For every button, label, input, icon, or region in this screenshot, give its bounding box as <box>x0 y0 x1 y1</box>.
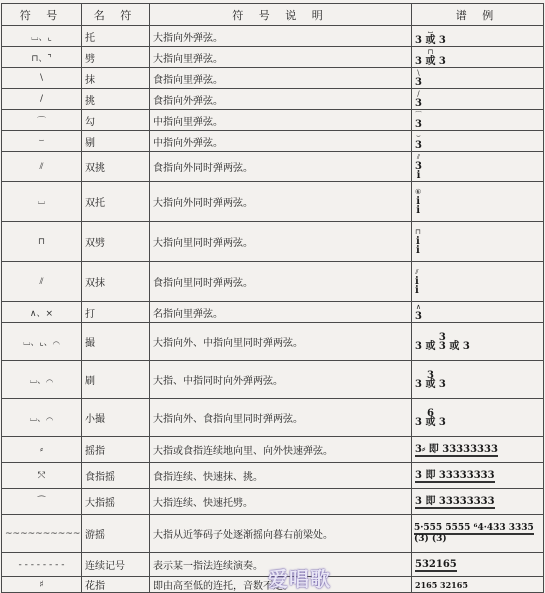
row-description: 大指向里同时弹两弦。 <box>150 222 412 262</box>
table-row <box>2 302 544 323</box>
row-example: 6 3 或 3 <box>412 399 544 437</box>
row-symbol: ⫽ <box>2 152 82 182</box>
table-row <box>2 89 544 110</box>
row-symbol: ⊓、⌝ <box>2 47 82 68</box>
row-symbol: ⌒ <box>2 110 82 131</box>
row-symbol: ⌴、⌞ <box>2 26 82 47</box>
row-name: 双挑 <box>82 152 150 182</box>
row-name: 撮 <box>82 323 150 361</box>
row-name: 花指 <box>82 577 150 593</box>
row-description: 大指、中指同时向外弹两弦。 <box>150 361 412 399</box>
row-symbol: ♯ <box>2 577 82 593</box>
row-description: 大指向外同时弹两弦。 <box>150 182 412 222</box>
row-name: 劈 <box>82 47 150 68</box>
table-row <box>2 515 544 553</box>
row-description: 食指向里弹弦。 <box>150 68 412 89</box>
row-example: ⌣ 3 <box>412 131 544 152</box>
row-description: 大指向外弹弦。 <box>150 26 412 47</box>
header-symbol: 符 号 <box>2 4 82 26</box>
row-name: 大指摇 <box>82 489 150 515</box>
row-example: ⫽ i i <box>412 262 544 302</box>
row-example: 2165 32165 <box>412 577 544 593</box>
row-example: $\frac{\text{5·555 5555 ⁶4·433 3335}}{(3) (3)}$ <box>412 515 544 553</box>
table-row <box>2 131 544 152</box>
row-description: 名指向里弹弦。 <box>150 302 412 323</box>
row-name: 刷 <box>82 361 150 399</box>
notation-table <box>1 3 544 593</box>
row-description: 食指向里同时弹两弦。 <box>150 262 412 302</box>
row-symbol: ⊓ <box>2 222 82 262</box>
row-example: ⌴ 3 或 3 <box>412 26 544 47</box>
row-example: ⊓ i i <box>412 222 544 262</box>
row-example: 532165 <box>412 553 544 577</box>
table-row <box>2 68 544 89</box>
row-name: 勾 <box>82 110 150 131</box>
table-row <box>2 463 544 489</box>
header-description: 符 号 说 明 <box>150 4 412 26</box>
row-description: 大指或食指连续地向里、向外快速弹弦。 <box>150 437 412 463</box>
row-name: 游摇 <box>82 515 150 553</box>
row-example: 3 3 或 3 或 3 <box>412 323 544 361</box>
row-name: 双劈 <box>82 222 150 262</box>
row-example: ⫽ 3 i <box>412 152 544 182</box>
row-symbol: ⌴、⌞、⌒ <box>2 323 82 361</box>
row-example: 3 即 33333333 <box>412 463 544 489</box>
table-row <box>2 361 544 399</box>
row-name: 双抹 <box>82 262 150 302</box>
row-description: 大指向外、中指向里同时弹两弦。 <box>150 323 412 361</box>
row-name: 小撮 <box>82 399 150 437</box>
row-description: 大指向里弹弦。 <box>150 47 412 68</box>
row-symbol: ⌴、⌒ <box>2 361 82 399</box>
header-example: 谱 例 <box>412 4 544 26</box>
row-example: ∧ 3 <box>412 302 544 323</box>
header-name: 名 符 <box>82 4 150 26</box>
row-name: 连续记号 <box>82 553 150 577</box>
row-symbol: ∧、× <box>2 302 82 323</box>
row-example: 3⸗ 即 33333333 <box>412 437 544 463</box>
row-symbol: ⌣ <box>2 131 82 152</box>
row-symbol: ⌴、⌒ <box>2 399 82 437</box>
row-example: ⊓ 3 或 3 <box>412 47 544 68</box>
row-example: \ 3 <box>412 68 544 89</box>
row-name: 托 <box>82 26 150 47</box>
table-row <box>2 110 544 131</box>
row-name: 食指摇 <box>82 463 150 489</box>
row-description: 大指从近筝码子处逐渐摇向暮右前梁处。 <box>150 515 412 553</box>
row-symbol: \ <box>2 68 82 89</box>
row-description: 食指连续、快速抹、挑。 <box>150 463 412 489</box>
row-name: 双托 <box>82 182 150 222</box>
row-name: 抹 <box>82 68 150 89</box>
table-row <box>2 182 544 222</box>
row-symbol: ⫽ <box>2 262 82 302</box>
row-example: ⌒ 3 <box>412 110 544 131</box>
row-symbol: ⌴ <box>2 182 82 222</box>
row-example: ⑥ i i <box>412 182 544 222</box>
row-symbol: ~~~~~~~~~~ <box>2 515 82 553</box>
row-description: 即由高至低的连托，音数不定。 <box>150 577 412 593</box>
table-row <box>2 222 544 262</box>
table-row <box>2 489 544 515</box>
header-row <box>2 4 544 26</box>
row-description: 大指连续、快速托劈。 <box>150 489 412 515</box>
row-symbol: ⁀ <box>2 489 82 515</box>
table-row <box>2 323 544 361</box>
watermark-logo: 爱唱歌 <box>268 567 331 591</box>
row-description: 食指向外弹弦。 <box>150 89 412 110</box>
table-row <box>2 47 544 68</box>
row-symbol: ⸗ <box>2 437 82 463</box>
table-row <box>2 399 544 437</box>
row-description: 大指向外、食指向里同时弹两弦。 <box>150 399 412 437</box>
row-name: 打 <box>82 302 150 323</box>
table-row <box>2 437 544 463</box>
row-description: 中指向外弹弦。 <box>150 131 412 152</box>
row-example: / 3 <box>412 89 544 110</box>
table-row <box>2 152 544 182</box>
row-example: 3 3 或 3 <box>412 361 544 399</box>
row-symbol: ⤲ <box>2 463 82 489</box>
row-name: 摇指 <box>82 437 150 463</box>
table-row <box>2 262 544 302</box>
row-description: 表示某一指法连续演奏。 <box>150 553 412 577</box>
row-name: 剔 <box>82 131 150 152</box>
row-description: 中指向里弹弦。 <box>150 110 412 131</box>
table-row <box>2 26 544 47</box>
row-description: 食指向外同时弹两弦。 <box>150 152 412 182</box>
row-example: 3 即 33333333 <box>412 489 544 515</box>
row-name: 挑 <box>82 89 150 110</box>
row-symbol: - - - - - - - - <box>2 553 82 577</box>
row-symbol: / <box>2 89 82 110</box>
